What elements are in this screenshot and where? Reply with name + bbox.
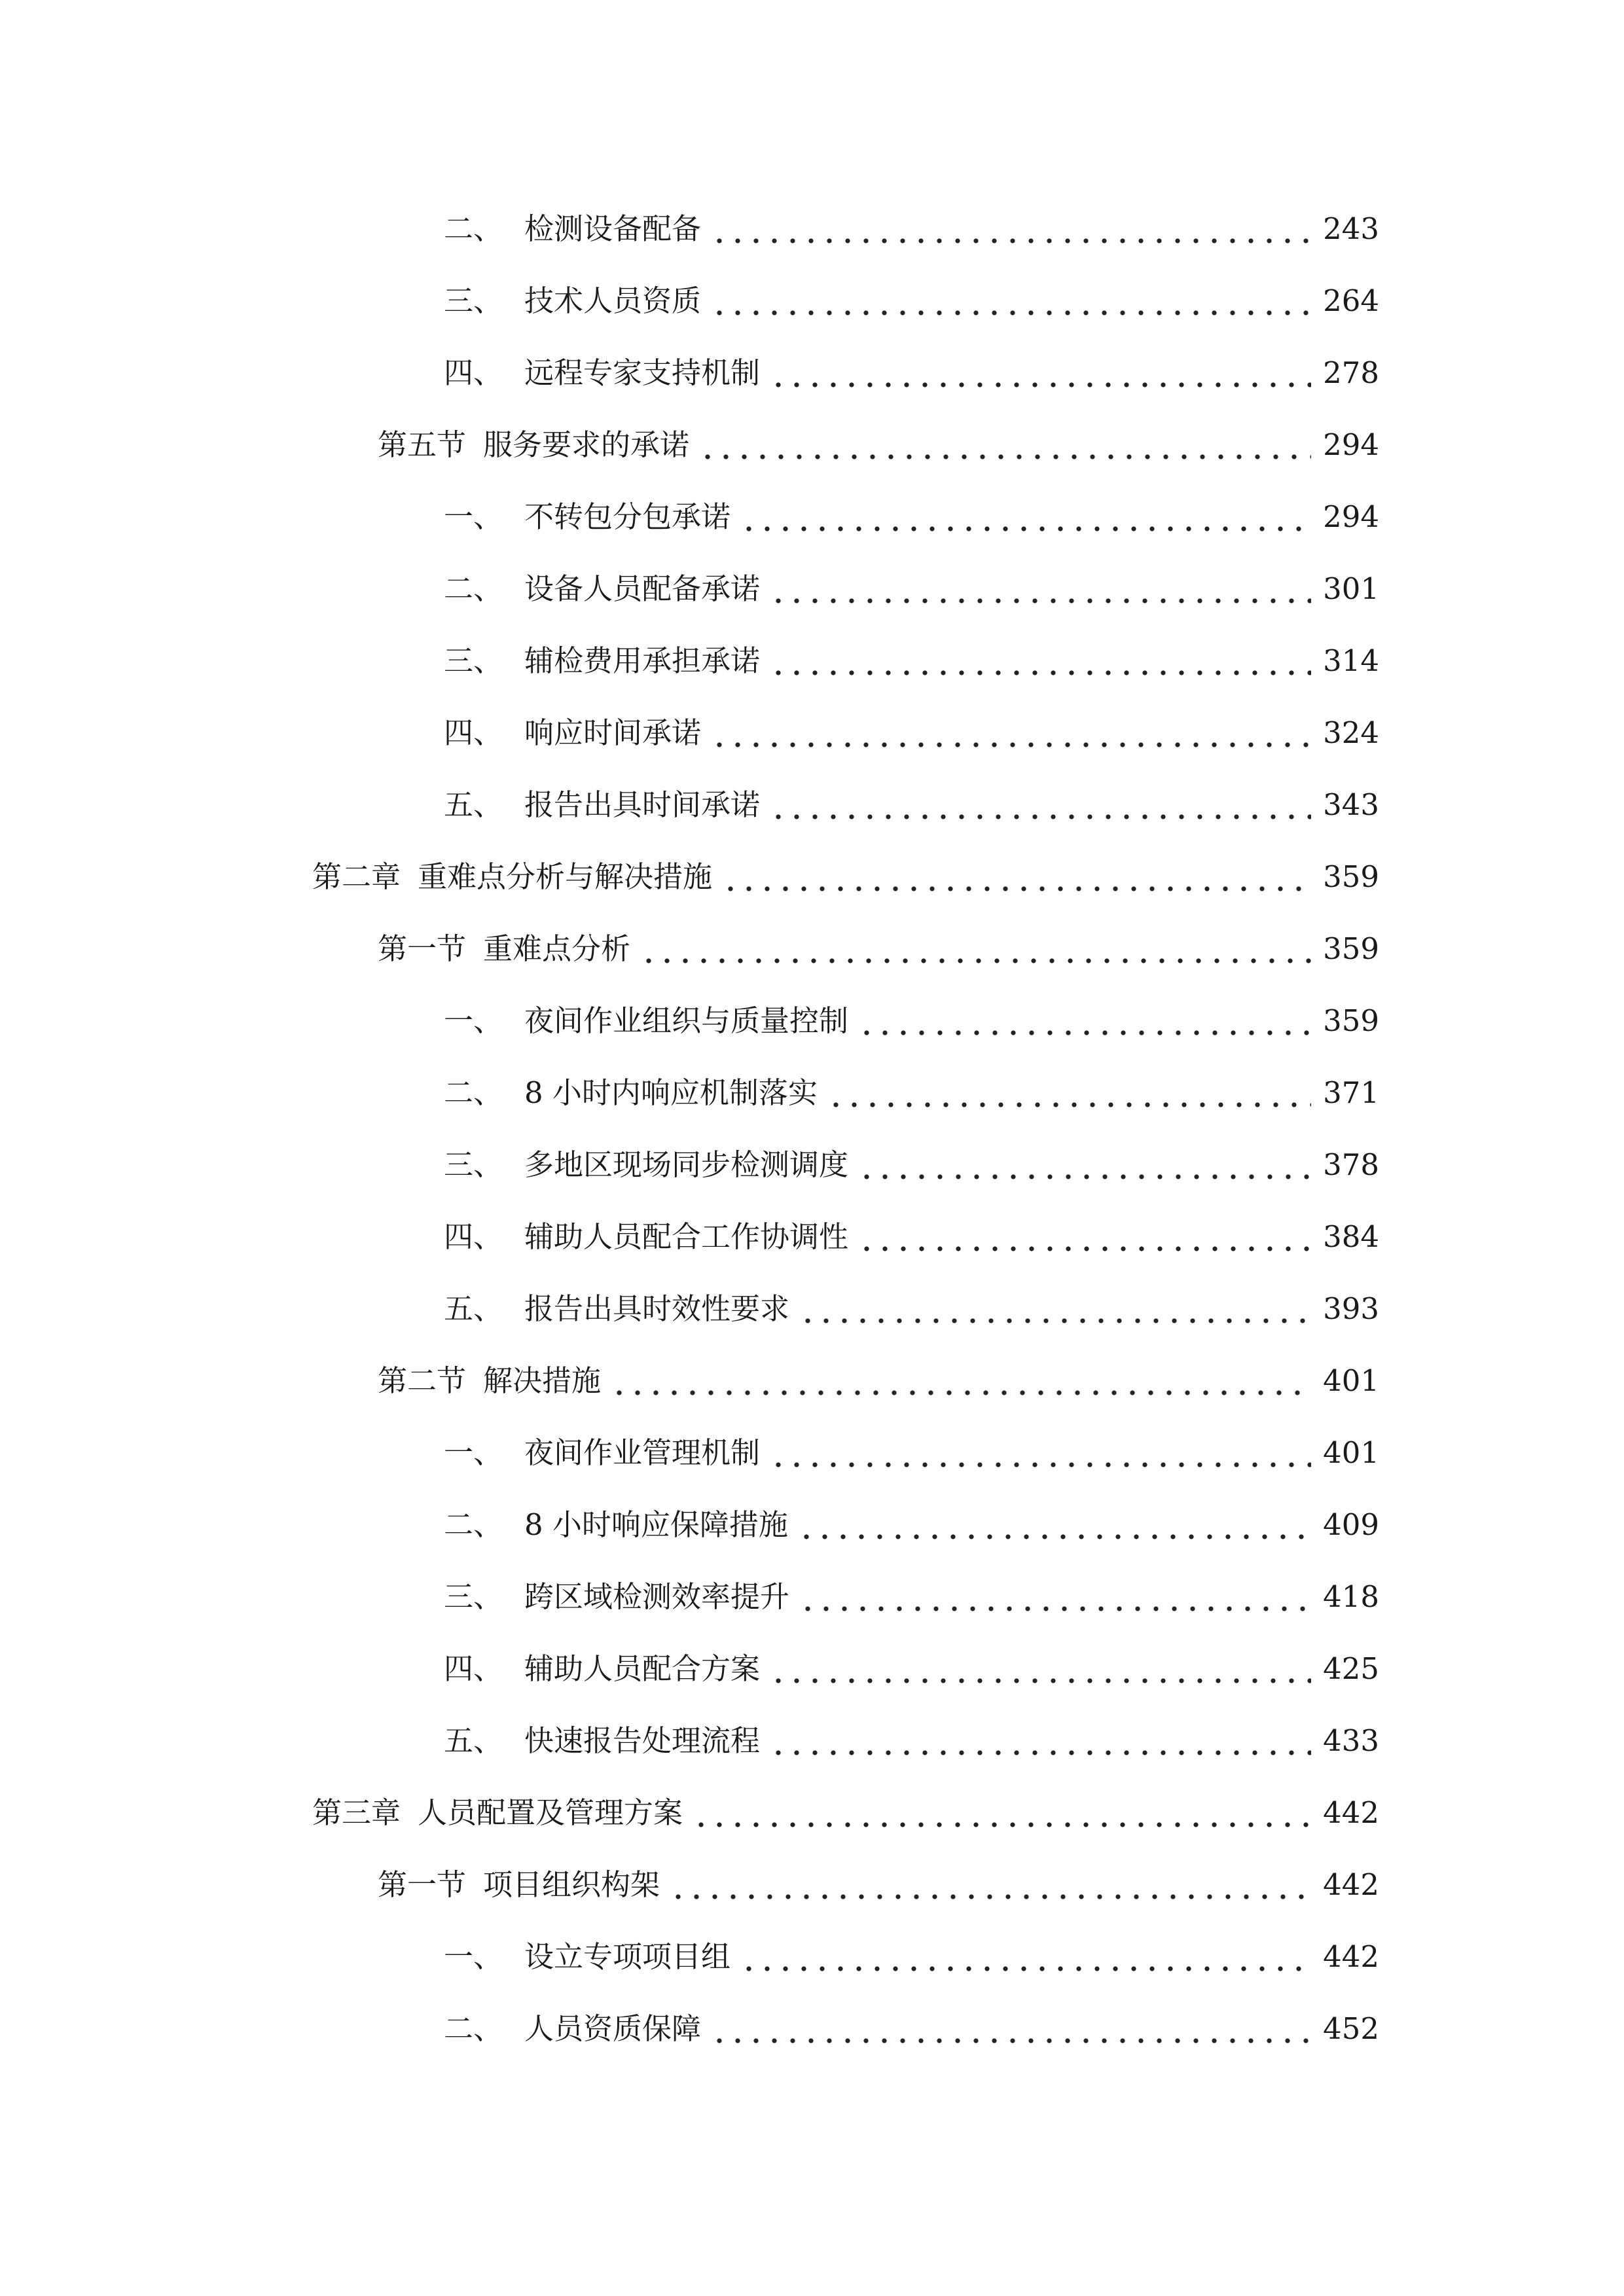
entry-number: 五、 [444, 1291, 503, 1326]
entry-page-number: 442 [1323, 1867, 1379, 1902]
entry-title: 不转包分包承诺 [524, 499, 731, 534]
dot-leader [769, 569, 1311, 609]
entry-page-number: 264 [1323, 283, 1379, 318]
toc-entry[interactable] [444, 713, 1379, 753]
entry-title: 8 小时内响应机制落实 [524, 1075, 818, 1110]
dot-leader [797, 1505, 1311, 1545]
toc-entry[interactable] [444, 1505, 1379, 1545]
entry-number: 五、 [444, 787, 503, 822]
entry-page-number: 425 [1323, 1651, 1379, 1686]
toc-entry[interactable] [444, 1001, 1379, 1041]
entry-title: 辅助人员配合方案 [524, 1651, 761, 1686]
entry-number: 二、 [444, 2011, 503, 2046]
dot-leader [857, 1217, 1311, 1257]
toc-entry[interactable] [378, 929, 1379, 969]
dot-leader [827, 1073, 1311, 1113]
entry-title: 人员资质保障 [524, 2011, 702, 2046]
entry-number: 四、 [444, 1219, 503, 1254]
dot-leader [610, 1361, 1311, 1401]
entry-page-number: 401 [1323, 1435, 1379, 1470]
entry-title: 夜间作业管理机制 [524, 1435, 761, 1470]
entry-page-number: 301 [1323, 571, 1379, 606]
toc-entry[interactable] [444, 1145, 1379, 1185]
toc-entry[interactable] [444, 1289, 1379, 1329]
entry-title: 8 小时响应保障措施 [524, 1507, 788, 1542]
entry-number: 第二节 [378, 1363, 467, 1398]
entry-number: 二、 [444, 1075, 503, 1110]
entry-page-number: 418 [1323, 1579, 1379, 1614]
dot-leader [710, 209, 1311, 249]
entry-number: 三、 [444, 1579, 503, 1614]
entry-title: 服务要求的承诺 [483, 427, 690, 462]
dot-leader [769, 1721, 1311, 1761]
entry-number: 第三章 [312, 1795, 401, 1830]
entry-title: 远程专家支持机制 [524, 355, 761, 390]
dot-leader [640, 929, 1311, 969]
entry-number: 四、 [444, 1651, 503, 1686]
entry-number: 三、 [444, 283, 503, 318]
entry-title: 报告出具时间承诺 [524, 787, 761, 822]
entry-title: 响应时间承诺 [524, 715, 702, 750]
dot-leader [740, 497, 1311, 537]
entry-number: 一、 [444, 499, 503, 534]
entry-page-number: 442 [1323, 1795, 1379, 1830]
toc-entry[interactable] [444, 1649, 1379, 1689]
entry-number: 一、 [444, 1435, 503, 1470]
toc-entry[interactable] [444, 1721, 1379, 1761]
entry-number: 四、 [444, 715, 503, 750]
dot-leader [721, 857, 1311, 897]
entry-number: 二、 [444, 211, 503, 246]
entry-page-number: 343 [1323, 787, 1379, 822]
dot-leader [710, 281, 1311, 321]
dot-leader [769, 1649, 1311, 1689]
toc-entry[interactable] [444, 1217, 1379, 1257]
entry-title: 重难点分析 [483, 931, 631, 966]
toc-entry[interactable] [444, 569, 1379, 609]
entry-number: 二、 [444, 1507, 503, 1542]
entry-page-number: 243 [1323, 211, 1379, 246]
toc-entry[interactable] [444, 1073, 1379, 1113]
entry-number: 第二章 [312, 859, 401, 894]
entry-title: 跨区域检测效率提升 [524, 1579, 790, 1614]
dot-leader [769, 785, 1311, 825]
dot-leader [692, 1793, 1311, 1833]
entry-number: 一、 [444, 1939, 503, 1974]
toc-entry[interactable] [444, 353, 1379, 393]
entry-number: 三、 [444, 643, 503, 678]
entry-number: 二、 [444, 571, 503, 606]
toc-entry[interactable] [378, 425, 1379, 465]
toc-entry[interactable] [444, 1433, 1379, 1473]
entry-page-number: 393 [1323, 1291, 1379, 1326]
entry-title: 项目组织构架 [483, 1867, 660, 1902]
entry-title: 解决措施 [483, 1363, 602, 1398]
entry-number: 四、 [444, 355, 503, 390]
entry-title: 设备人员配备承诺 [524, 571, 761, 606]
entry-page-number: 433 [1323, 1723, 1379, 1758]
toc-entry[interactable] [444, 497, 1379, 537]
dot-leader [799, 1577, 1311, 1617]
toc-entry[interactable] [378, 1865, 1379, 1905]
entry-title: 辅助人员配合工作协调性 [524, 1219, 849, 1254]
entry-number: 三、 [444, 1147, 503, 1182]
dot-leader [710, 713, 1311, 753]
toc-entry[interactable] [444, 785, 1379, 825]
entry-number: 第五节 [378, 427, 467, 462]
entry-title: 技术人员资质 [524, 283, 702, 318]
entry-page-number: 378 [1323, 1147, 1379, 1182]
dot-leader [799, 1289, 1311, 1329]
entry-page-number: 359 [1323, 859, 1379, 894]
entry-title: 夜间作业组织与质量控制 [524, 1003, 849, 1038]
dot-leader [698, 425, 1311, 465]
entry-page-number: 294 [1323, 499, 1379, 534]
entry-page-number: 294 [1323, 427, 1379, 462]
dot-leader [857, 1145, 1311, 1185]
entry-number: 第一节 [378, 931, 467, 966]
entry-page-number: 384 [1323, 1219, 1379, 1254]
entry-title: 快速报告处理流程 [524, 1723, 761, 1758]
toc-entry[interactable] [444, 641, 1379, 681]
dot-leader [740, 1937, 1311, 1977]
entry-page-number: 359 [1323, 931, 1379, 966]
dot-leader [857, 1001, 1311, 1041]
toc-entry[interactable] [378, 1361, 1379, 1401]
entry-title: 多地区现场同步检测调度 [524, 1147, 849, 1182]
entry-number: 一、 [444, 1003, 503, 1038]
entry-number: 第一节 [378, 1867, 467, 1902]
entry-title: 辅检费用承担承诺 [524, 643, 761, 678]
entry-title: 重难点分析与解决措施 [418, 859, 713, 894]
entry-page-number: 401 [1323, 1363, 1379, 1398]
entry-page-number: 359 [1323, 1003, 1379, 1038]
toc-entry[interactable] [444, 281, 1379, 321]
toc-entry[interactable] [444, 209, 1379, 249]
entry-page-number: 452 [1323, 2011, 1379, 2046]
toc-entry[interactable] [312, 857, 1379, 897]
entry-number: 五、 [444, 1723, 503, 1758]
dot-leader [669, 1865, 1311, 1905]
entry-page-number: 324 [1323, 715, 1379, 750]
toc-entry[interactable] [444, 1577, 1379, 1617]
dot-leader [769, 641, 1311, 681]
toc-entry[interactable] [444, 1937, 1379, 1977]
entry-page-number: 371 [1323, 1075, 1379, 1110]
dot-leader [710, 2009, 1311, 2049]
dot-leader [769, 353, 1311, 393]
entry-title: 设立专项项目组 [524, 1939, 731, 1974]
entry-title: 检测设备配备 [524, 211, 702, 246]
entry-page-number: 278 [1323, 355, 1379, 390]
entry-page-number: 314 [1323, 643, 1379, 678]
entry-page-number: 409 [1323, 1507, 1379, 1542]
entry-title: 人员配置及管理方案 [418, 1795, 683, 1830]
entry-page-number: 442 [1323, 1939, 1379, 1974]
toc-entry[interactable] [444, 2009, 1379, 2049]
entry-title: 报告出具时效性要求 [524, 1291, 790, 1326]
toc-entry[interactable] [312, 1793, 1379, 1833]
dot-leader [769, 1433, 1311, 1473]
